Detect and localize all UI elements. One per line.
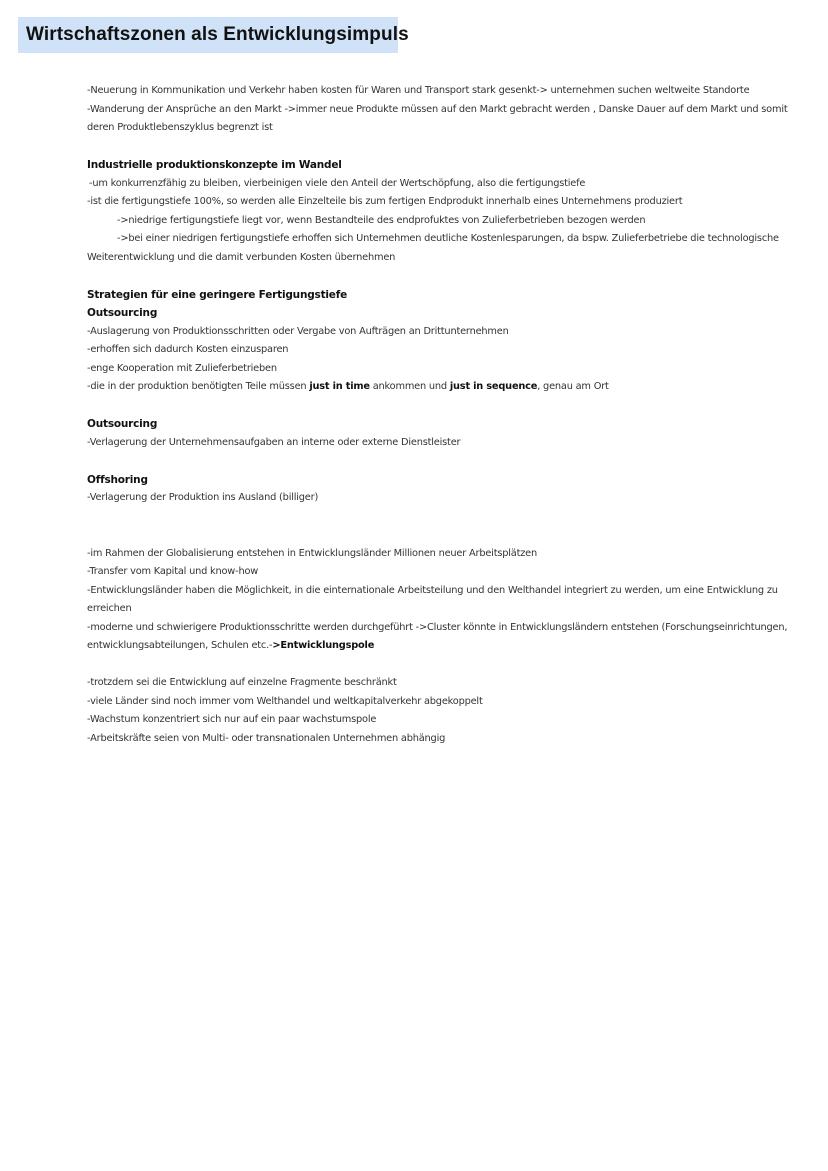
intro-line-2: -Wanderung der Ansprüche an den Markt ->immer neue Produkte müssen auf den Markt gebracht werden , Danske Dauer auf dem Markt und somit deren Produktlebenszyklus begrenzt ist [87,103,788,133]
section6-line-1: -trotzdem sei die Entwicklung auf einzelne Fragmente beschränkt [87,677,397,688]
section5-line-1: -im Rahmen der Globalisierung entstehen in Entwicklungsländer Millionen neuer Arbeitsplätzen [87,547,537,559]
section3-heading: Outsourcing [87,418,158,430]
section2-subheading: Outsourcing [87,307,158,319]
section4-line-1: -Verlagerung der Produktion ins Ausland (billiger) [87,492,319,503]
page-title: Wirtschaftszonen als Entwicklungsimpuls [26,24,409,45]
section2-line-3: -enge Kooperation mit Zulieferbetrieben [87,362,277,374]
section1-line-1: -um konkurrenzfähig zu bleiben, vierbeinigen viele den Anteil der Wertschöpfung, also die fertigungstiefe [89,177,586,189]
intro-line-1: -Neuerung in Kommunikation und Verkehr haben kosten für Waren und Transport stark gesenkt-> unternehmen suchen weltweite Standorte [87,85,750,96]
section3-line-1: -Verlagerung der Unternehmensaufgaben an interne oder externe Dienstleister [87,436,461,448]
section6-line-2: -viele Länder sind noch immer vom Welthandel und weltkapitalverkehr abgekoppelt [87,695,483,707]
section4-heading: Offshoring [87,473,148,486]
section2-line-2: -erhoffen sich dadurch Kosten einzusparen [87,344,289,355]
document-body [87,82,809,748]
title-banner [18,17,409,53]
section5-line-2: -Transfer vom Kapital und know-how [87,566,259,577]
section6-line-3: -Wachstum konzentriert sich nur auf ein paar wachstumspole [87,714,377,725]
section6-line-4: -Arbeitskräfte seien von Multi- oder transnationalen Unternehmen abhängig [87,732,446,744]
just-in-sequence-term: just in sequence [449,381,538,392]
section2-line-1: -Auslagerung von Produktionsschritten oder Vergabe von Aufträgen an Drittunternehmen [87,325,509,337]
entwicklungspole-term: >Entwicklungspole [272,640,375,651]
just-in-time-term: just in time [309,381,370,392]
section2-line-4: -die in der produktion benötigten Teile müssen just in time ankommen und just in sequence, genau am Ort [87,381,609,392]
section5-line-3: -Entwicklungsländer haben die Möglichkeit, in die einternationale Arbeitsteilung und den Welthandel integriert zu werden, um eine Entwicklung zu erreichen [87,584,778,614]
section5-line-4: -moderne und schwierigere Produktionsschritte werden durchgeführt ->Cluster könnte in Entwicklungsländern entstehen (Forschungseinrichtungen, entwicklungsabteilungen, Schulen etc.->Entwicklungspole [87,621,788,651]
section1-line-3: ->niedrige fertigungstiefe liegt vor, wenn Bestandteile des endprofuktes von Zulieferbetrieben bezogen werden [117,214,646,226]
section1-line-2: -ist die fertigungstiefe 100%, so werden alle Einzelteile bis zum fertigen Endprodukt innerhalb eines Unternehmens produziert [87,196,683,207]
section2-heading: Strategien für eine geringere Fertigungstiefe [87,288,348,301]
section1-heading: Industrielle produktionskonzepte im Wandel [87,159,342,171]
section1-line-4: ->bei einer niedrigen fertigungstiefe erhoffen sich Unternehmen deutliche Kostenlesparungen, da bspw. Zulieferbetriebe die technologische Weiterentwicklung und die damit verbunden Kosten übernehmen [87,233,779,263]
